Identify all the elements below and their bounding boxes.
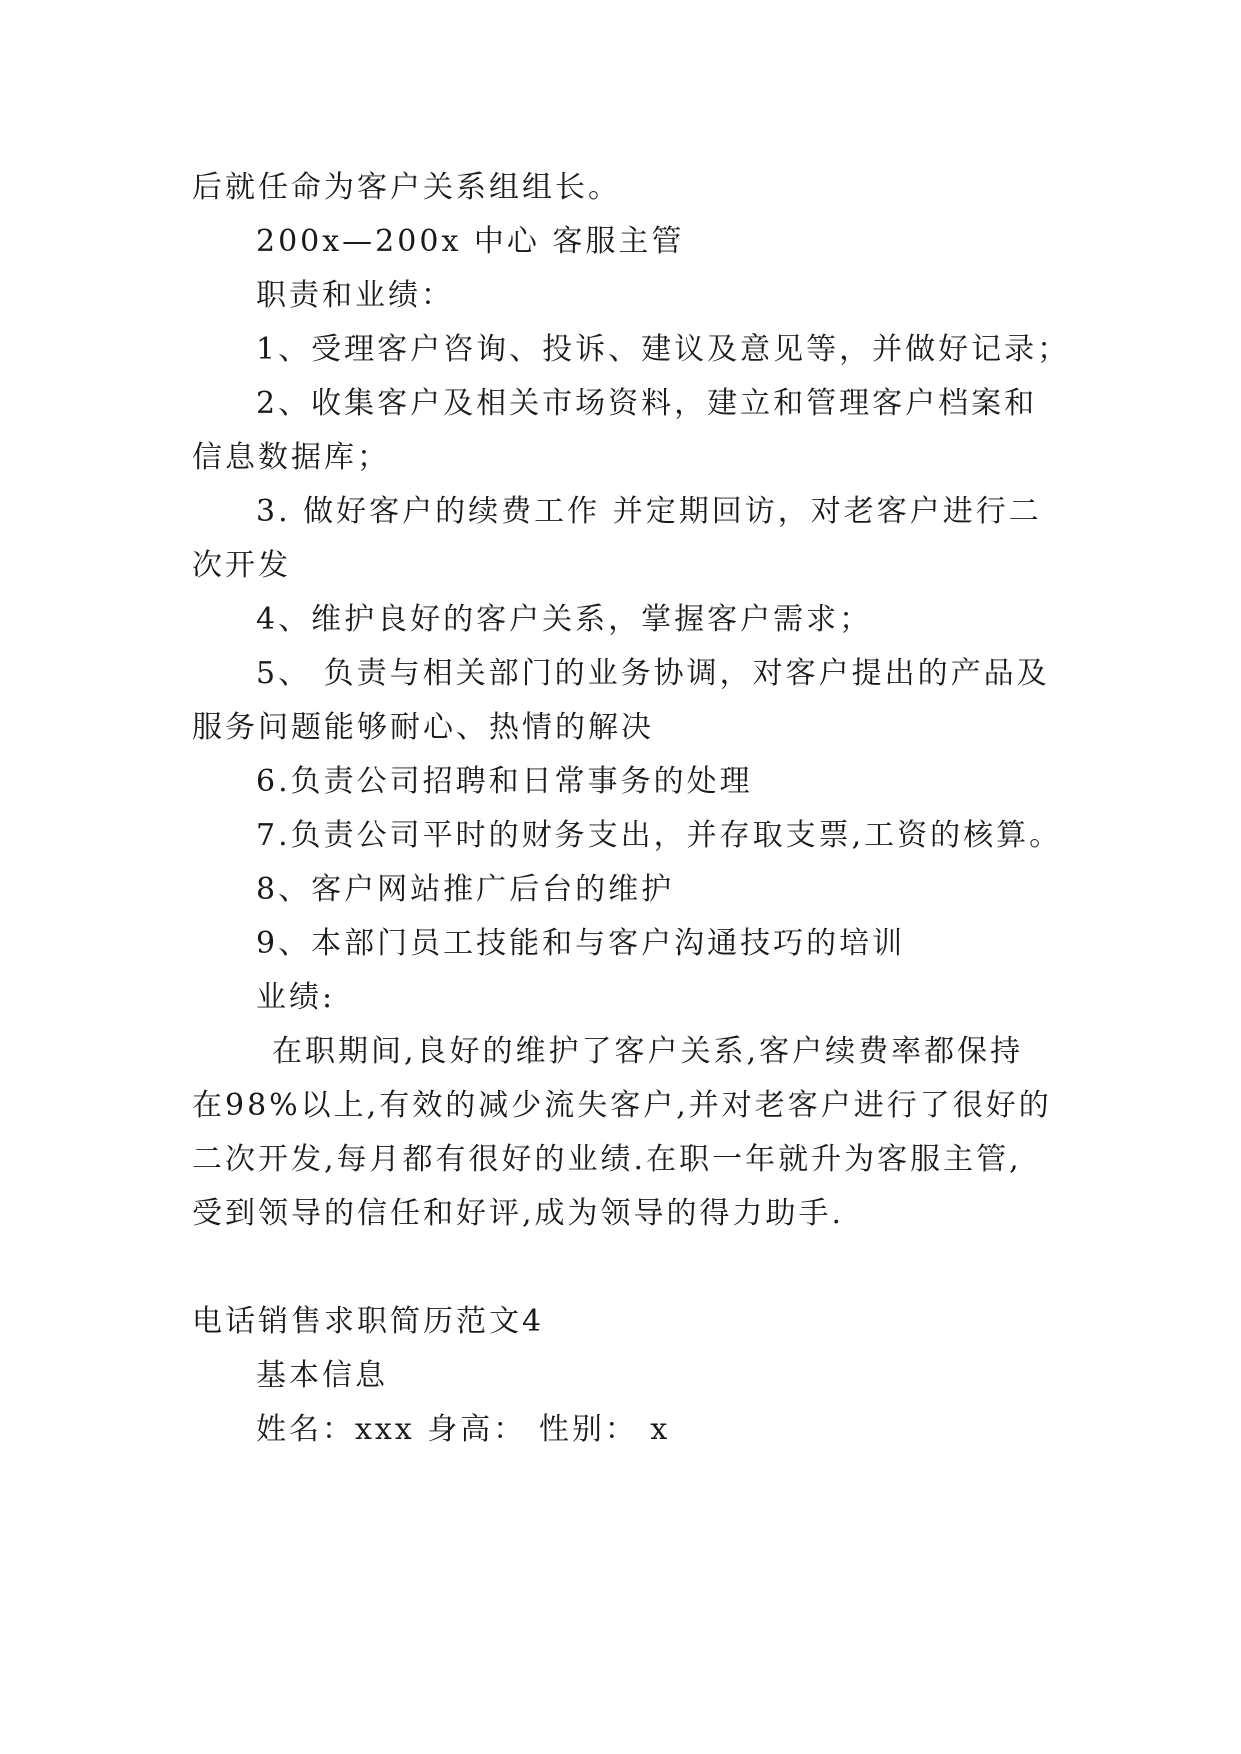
duty-item: 5、 负责与相关部门的业务协调，对客户提出的产品及 <box>256 656 1050 691</box>
duty-item: 3. 做好客户的续费工作 并定期回访，对老客户进行二 <box>256 494 1042 529</box>
text-line: 后就任命为客户关系组组长。 <box>192 170 621 205</box>
duty-item: 1、受理客户咨询、投诉、建议及意见等，并做好记录； <box>256 332 1071 367</box>
duty-item: 7.负责公司平时的财务支出，并存取支票,工资的核算。 <box>256 818 1063 853</box>
achievements-heading: 业绩: <box>256 980 336 1015</box>
duty-item-continued: 信息数据库； <box>192 440 390 475</box>
duty-item: 2、收集客户及相关市场资料，建立和管理客户档案和 <box>256 386 1038 421</box>
article-title: 电话销售求职简历范文4 <box>192 1304 545 1339</box>
duty-item: 6.负责公司招聘和日常事务的处理 <box>256 764 753 799</box>
duty-item-continued: 服务问题能够耐心、热情的解决 <box>192 710 654 745</box>
duty-item: 9、本部门员工技能和与客户沟通技巧的培训 <box>256 926 906 961</box>
basic-info-line: 姓名：xxx 身高： 性别： x <box>256 1412 671 1447</box>
section-heading: 职责和业绩： <box>256 278 454 313</box>
job-period-heading: 200x—200x 中心 客服主管 <box>256 224 685 259</box>
duty-item-continued: 次开发 <box>192 548 291 583</box>
duty-item: 8、客户网站推广后台的维护 <box>256 872 675 907</box>
basic-info-heading: 基本信息 <box>256 1358 388 1393</box>
achievement-paragraph-line: 在98%以上,有效的减少流失客户,并对老客户进行了很好的 <box>192 1088 1052 1123</box>
duty-item: 4、维护良好的客户关系，掌握客户需求； <box>256 602 873 637</box>
achievement-paragraph-line: 在职期间,良好的维护了客户关系,客户续费率都保持 <box>272 1034 1024 1069</box>
achievement-paragraph-line: 二次开发,每月都有很好的业绩.在职一年就升为客服主管, <box>192 1142 1022 1177</box>
achievement-paragraph-line: 受到领导的信任和好评,成为领导的得力助手. <box>192 1196 845 1231</box>
